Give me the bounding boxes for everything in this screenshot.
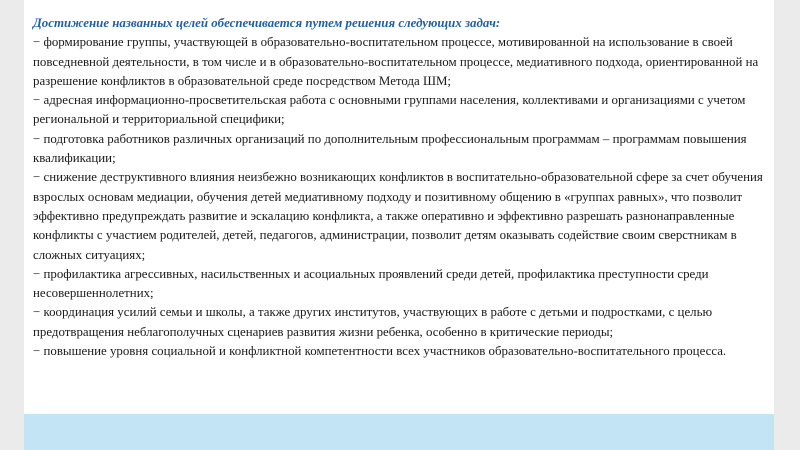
- slide: [24, 0, 774, 450]
- slide-content: [33, 14, 768, 361]
- task-item: − координация усилий семьи и школы, а также других институтов, участвующих в работе с детьми и подростками, с целью предотвращения неблагополучных сценариев развития жизни ребенка, особенно в критические периоды;: [33, 305, 713, 339]
- task-list: [33, 33, 768, 361]
- task-item: − снижение деструктивного влияния неизбежно возникающих конфликтов в воспитательно-образовательной сфере за счет обучения взрослых основам медиации, обучения детей медиативному подходу и позитивному общению в «группах равных», что позволит эффективно предупреждать развитие и эскалацию конфликта, а также оперативно и эффективно разрешать разнонаправленные конфликты с участием родителей, детей, педагогов, администрации, позволит детям оказывать содействие своим сверстникам в сложных ситуациях;: [33, 170, 763, 262]
- task-item: − повышение уровня социальной и конфликтной компетентности всех участников образовательно-воспитательного процесса.: [33, 344, 727, 359]
- task-item: − формирование группы, участвующей в образовательно-воспитательном процессе, мотивированной на использование в своей повседневной деятельности, в том числе и в образовательно-воспитательном процессе, медиативного подхода, ориентированной на разрешение конфликтов в образовательной среде посредством Метода ШМ;: [33, 35, 759, 88]
- task-item: − профилактика агрессивных, насильственных и асоциальных проявлений среди детей, профилактика преступности среди несовершеннолетних;: [33, 266, 709, 301]
- task-item: − адресная информационно-просветительская работа с основными группами населения, коллективами и организациями с учетом региональной и территориальной специфики;: [33, 93, 746, 127]
- slide-heading: Достижение названных целей обеспечивается путем решения следующих задач:: [33, 16, 501, 30]
- task-item: − подготовка работников различных организаций по дополнительным профессиональным программам – программам повышения квалификации;: [33, 131, 747, 166]
- slide-footer-bar: [24, 414, 774, 450]
